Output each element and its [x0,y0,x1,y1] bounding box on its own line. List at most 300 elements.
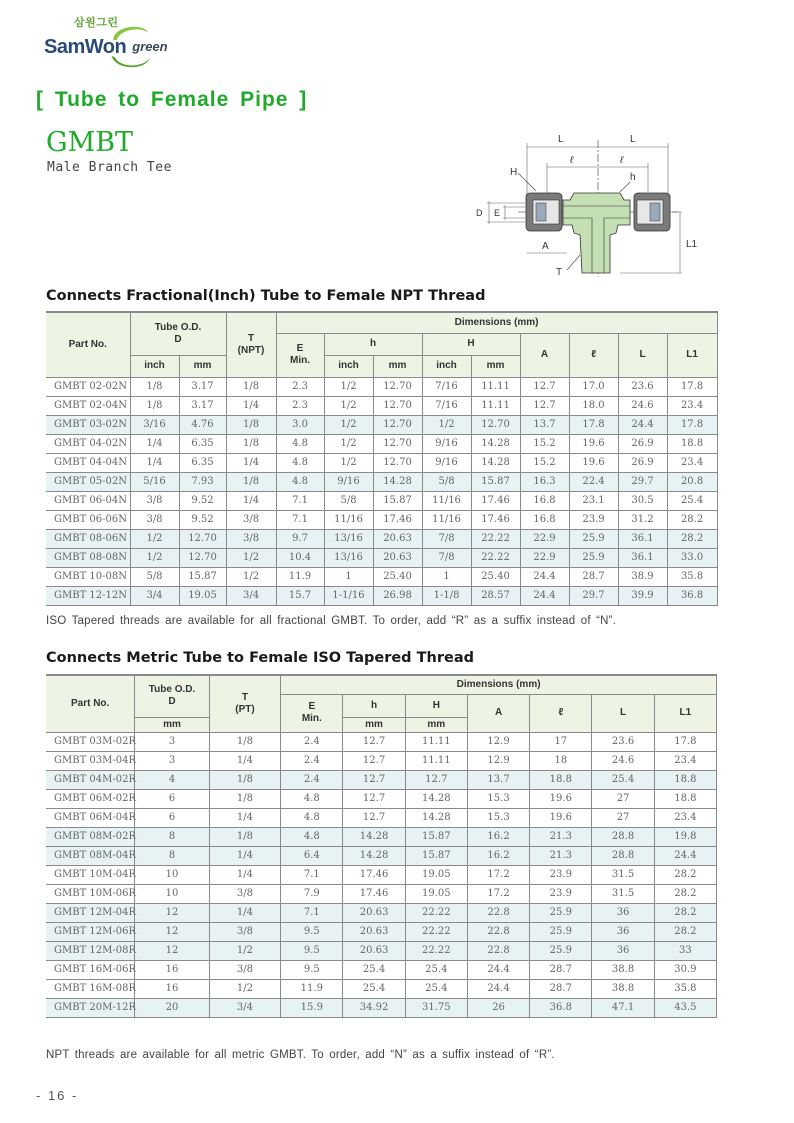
value-cell: 28.2 [654,884,716,903]
value-cell: 9.7 [276,529,324,548]
value-cell: 22.22 [405,903,467,922]
value-cell: 22.22 [405,941,467,960]
value-cell: 1-1/16 [324,586,373,605]
value-cell: 1/2 [324,377,373,396]
value-cell: 3/8 [226,510,276,529]
value-cell: 18.8 [654,789,716,808]
value-cell: 18.0 [569,396,618,415]
value-cell: 25.40 [471,567,520,586]
value-cell: 20.63 [343,903,405,922]
header-a: A [467,694,529,732]
value-cell: 1/8 [209,732,280,751]
value-cell: 6.35 [179,453,226,472]
part-number-cell: GMBT 06-06N [46,510,130,529]
header-od-mm: mm [135,717,209,732]
value-cell: 16 [135,979,209,998]
value-cell: 25.9 [530,922,592,941]
header-e-label: E [308,701,316,712]
value-cell: 29.7 [618,472,667,491]
value-cell: 1/8 [130,377,179,396]
value-cell: 20.63 [343,941,405,960]
header-tube-od [130,312,226,355]
value-cell: 19.8 [654,827,716,846]
value-cell: 7/8 [422,529,471,548]
value-cell: 19.05 [405,865,467,884]
part-number-cell: GMBT 02-02N [46,377,130,396]
header-h-inch: inch [324,355,373,377]
table-row [46,510,717,529]
value-cell: 24.4 [467,979,529,998]
value-cell: 14.28 [343,827,405,846]
value-cell: 1/4 [209,751,280,770]
value-cell: 4.8 [276,434,324,453]
value-cell: 12.9 [467,732,529,751]
value-cell: 4.8 [281,827,343,846]
value-cell: 24.6 [618,396,667,415]
value-cell: 15.87 [179,567,226,586]
value-cell: 7/8 [422,548,471,567]
value-cell: 26.98 [373,586,422,605]
value-cell: 6 [135,808,209,827]
diagram-label-E: E [494,208,501,218]
value-cell: 10.4 [276,548,324,567]
table-row [46,586,717,605]
value-cell: 24.4 [654,846,716,865]
value-cell: 25.4 [343,960,405,979]
header-od-mm: mm [179,355,226,377]
value-cell: 28.2 [654,922,716,941]
value-cell: 33 [654,941,716,960]
value-cell: 22.4 [569,472,618,491]
table-row [46,491,717,510]
value-cell: 35.8 [667,567,717,586]
value-cell: 2.3 [276,396,324,415]
value-cell: 12.70 [179,548,226,567]
value-cell: 22.8 [467,941,529,960]
value-cell: 28.2 [667,529,717,548]
value-cell: 24.4 [520,586,569,605]
value-cell: 17.8 [667,415,717,434]
table-row [46,472,717,491]
fractional-spec-table [46,311,718,606]
value-cell: 25.4 [592,770,654,789]
table1-heading: Connects Fractional(Inch) Tube to Female NPT Thread [46,288,486,304]
section-title: [ Tube to Female Pipe ] [36,88,308,111]
part-number-cell: GMBT 06M-02R [46,789,135,808]
value-cell: 4.8 [281,789,343,808]
value-cell: 15.9 [281,998,343,1017]
value-cell: 7.1 [281,903,343,922]
table-row [46,529,717,548]
value-cell: 23.1 [569,491,618,510]
value-cell: 16.3 [520,472,569,491]
value-cell: 19.05 [179,586,226,605]
value-cell: 7.1 [276,510,324,529]
value-cell: 31.5 [592,865,654,884]
part-number-cell: GMBT 06-04N [46,491,130,510]
part-number-cell: GMBT 03-02N [46,415,130,434]
value-cell: 8 [135,827,209,846]
value-cell: 17.8 [654,732,716,751]
value-cell: 26.9 [618,453,667,472]
value-cell: 9/16 [422,453,471,472]
diagram-label-L1: L1 [686,239,698,250]
value-cell: 18.8 [530,770,592,789]
value-cell: 12 [135,903,209,922]
value-cell: 43.5 [654,998,716,1017]
value-cell: 6.4 [281,846,343,865]
value-cell: 23.9 [530,884,592,903]
header-h-large: H [405,694,467,717]
value-cell: 2.4 [281,770,343,789]
value-cell: 1/8 [226,472,276,491]
value-cell: 28.2 [654,865,716,884]
value-cell: 1/2 [209,941,280,960]
diagram-label-L-left: L [558,134,564,145]
value-cell: 5/16 [130,472,179,491]
header-thread-t-label: T [241,691,249,703]
value-cell: 1/2 [324,453,373,472]
value-cell: 25.9 [569,548,618,567]
value-cell: 31.2 [618,510,667,529]
table2-heading: Connects Metric Tube to Female ISO Tapered Thread [46,650,474,666]
value-cell: 14.28 [373,472,422,491]
value-cell: 10 [135,884,209,903]
value-cell: 25.9 [530,903,592,922]
value-cell: 17.0 [569,377,618,396]
table-row [46,865,717,884]
value-cell: 20.63 [373,529,422,548]
value-cell: 1-1/8 [422,586,471,605]
table-row [46,548,717,567]
value-cell: 38.8 [592,960,654,979]
value-cell: 36.1 [618,529,667,548]
value-cell: 1/8 [209,827,280,846]
header-thread-t-sub: (NPT) [237,344,265,356]
value-cell: 3.0 [276,415,324,434]
table-row [46,377,717,396]
part-number-cell: GMBT 12M-08R [46,941,135,960]
table-row [46,979,717,998]
value-cell: 5/8 [130,567,179,586]
value-cell: 4.8 [281,808,343,827]
header-part-no: Part No. [46,312,130,377]
value-cell: 1 [422,567,471,586]
diagram-label-l-right: ℓ [620,155,624,166]
value-cell: 1/4 [130,434,179,453]
header-L1: L1 [667,333,717,377]
value-cell: 1/4 [209,808,280,827]
header-e-sub: Min. [301,713,322,724]
table-row [46,453,717,472]
value-cell: 11.11 [405,751,467,770]
value-cell: 23.6 [592,732,654,751]
value-cell: 8 [135,846,209,865]
value-cell: 23.9 [569,510,618,529]
value-cell: 11.11 [405,732,467,751]
value-cell: 1 [324,567,373,586]
value-cell: 23.9 [530,865,592,884]
value-cell: 3/8 [209,960,280,979]
value-cell: 36.1 [618,548,667,567]
value-cell: 31.5 [592,884,654,903]
value-cell: 25.4 [667,491,717,510]
value-cell: 22.22 [471,529,520,548]
value-cell: 1/4 [209,846,280,865]
value-cell: 19.05 [405,884,467,903]
value-cell: 7/16 [422,396,471,415]
value-cell: 13/16 [324,548,373,567]
value-cell: 31.75 [405,998,467,1017]
value-cell: 10 [135,865,209,884]
value-cell: 9.52 [179,510,226,529]
value-cell: 5/8 [422,472,471,491]
value-cell: 13.7 [467,770,529,789]
value-cell: 22.9 [520,548,569,567]
value-cell: 15.3 [467,808,529,827]
page-number: - 16 - [36,1088,79,1103]
part-number-cell: GMBT 05-02N [46,472,130,491]
value-cell: 24.4 [467,960,529,979]
value-cell: 36 [592,903,654,922]
value-cell: 23.6 [618,377,667,396]
value-cell: 9.5 [281,960,343,979]
part-number-cell: GMBT 04-04N [46,453,130,472]
value-cell: 9.52 [179,491,226,510]
value-cell: 12.70 [373,453,422,472]
value-cell: 17.2 [467,865,529,884]
value-cell: 17.46 [373,510,422,529]
value-cell: 1/4 [226,453,276,472]
value-cell: 38.9 [618,567,667,586]
table-row [46,789,717,808]
value-cell: 17.46 [343,865,405,884]
value-cell: 22.9 [520,529,569,548]
header-L: L [618,333,667,377]
header-thread-t [226,312,276,377]
value-cell: 12.70 [373,377,422,396]
diagram-label-D: D [476,208,483,218]
value-cell: 12.7 [343,808,405,827]
value-cell: 3/4 [209,998,280,1017]
value-cell: 12.7 [405,770,467,789]
value-cell: 25.9 [569,529,618,548]
value-cell: 12.7 [343,789,405,808]
value-cell: 1/8 [226,415,276,434]
value-cell: 9.5 [281,922,343,941]
table2-note: NPT threads are available for all metric GMBT. To order, add “N” as a suffix instead of “R”. [46,1049,555,1061]
header-tube-od [135,675,209,717]
value-cell: 1/4 [209,865,280,884]
value-cell: 23.4 [654,751,716,770]
table1-note: ISO Tapered threads are available for all fractional GMBT. To order, add “R” as a suffix instead of “N”. [46,615,617,627]
value-cell: 1/8 [209,770,280,789]
value-cell: 13.7 [520,415,569,434]
diagram-label-H: H [510,167,518,178]
table-row [46,941,717,960]
value-cell: 3/8 [209,922,280,941]
header-tube-od-sub: D [174,333,182,345]
value-cell: 12.7 [343,751,405,770]
header-l-script: ℓ [530,694,592,732]
value-cell: 29.7 [569,586,618,605]
value-cell: 11.11 [471,377,520,396]
value-cell: 3/8 [209,884,280,903]
header-e-min [281,694,343,732]
header-tube-od-label: Tube O.D. [154,321,202,333]
value-cell: 28.7 [530,979,592,998]
value-cell: 28.57 [471,586,520,605]
value-cell: 9/16 [324,472,373,491]
value-cell: 17.8 [667,377,717,396]
value-cell: 28.7 [530,960,592,979]
value-cell: 17.46 [471,491,520,510]
value-cell: 36.8 [530,998,592,1017]
value-cell: 1/8 [226,434,276,453]
value-cell: 1/2 [226,567,276,586]
part-number-cell: GMBT 06M-04R [46,808,135,827]
value-cell: 1/2 [130,529,179,548]
value-cell: 3 [135,751,209,770]
value-cell: 3.17 [179,396,226,415]
part-number-cell: GMBT 16M-08R [46,979,135,998]
value-cell: 6 [135,789,209,808]
value-cell: 3/8 [130,510,179,529]
value-cell: 26.9 [618,434,667,453]
part-number-cell: GMBT 12M-04R [46,903,135,922]
value-cell: 1/4 [209,903,280,922]
header-thread-t-label: T [247,332,255,344]
value-cell: 24.6 [592,751,654,770]
value-cell: 16.2 [467,846,529,865]
table-row [46,751,717,770]
value-cell: 3.17 [179,377,226,396]
part-number-cell: GMBT 12M-06R [46,922,135,941]
part-number-cell: GMBT 04-02N [46,434,130,453]
value-cell: 3/4 [130,586,179,605]
header-a: A [520,333,569,377]
value-cell: 15.2 [520,434,569,453]
logo-korean-text: 삼원그린 [74,16,119,29]
value-cell: 36.8 [667,586,717,605]
value-cell: 11/16 [324,510,373,529]
value-cell: 20 [135,998,209,1017]
value-cell: 1/2 [226,548,276,567]
value-cell: 12.7 [520,396,569,415]
value-cell: 26 [467,998,529,1017]
value-cell: 17.46 [471,510,520,529]
header-e-min [276,333,324,377]
value-cell: 16.2 [467,827,529,846]
value-cell: 1/2 [422,415,471,434]
header-L: L [592,694,654,732]
table-row [46,846,717,865]
value-cell: 28.2 [667,510,717,529]
value-cell: 3/8 [226,529,276,548]
table-row [46,827,717,846]
value-cell: 30.5 [618,491,667,510]
part-number-cell: GMBT 16M-06R [46,960,135,979]
part-number-cell: GMBT 08M-02R [46,827,135,846]
diagram-label-l-left: ℓ [570,155,574,166]
value-cell: 36 [592,922,654,941]
value-cell: 17.46 [343,884,405,903]
value-cell: 12 [135,941,209,960]
value-cell: 14.28 [343,846,405,865]
brand-logo [44,16,194,76]
header-H-inch: inch [422,355,471,377]
diagram-label-h: h [630,172,636,183]
value-cell: 28.7 [569,567,618,586]
value-cell: 36 [592,941,654,960]
value-cell: 22.8 [467,903,529,922]
part-number-cell: GMBT 03M-04R [46,751,135,770]
header-L1: L1 [654,694,716,732]
value-cell: 11.9 [281,979,343,998]
value-cell: 38.8 [592,979,654,998]
value-cell: 12.7 [343,732,405,751]
table-row [46,396,717,415]
value-cell: 15.3 [467,789,529,808]
value-cell: 35.8 [654,979,716,998]
part-number-cell: GMBT 10-08N [46,567,130,586]
value-cell: 3 [135,732,209,751]
value-cell: 14.28 [471,434,520,453]
value-cell: 22.22 [405,922,467,941]
value-cell: 6.35 [179,434,226,453]
value-cell: 15.7 [276,586,324,605]
value-cell: 19.6 [569,434,618,453]
table-row [46,998,717,1017]
value-cell: 19.6 [569,453,618,472]
header-h-mm: mm [373,355,422,377]
value-cell: 20.8 [667,472,717,491]
logo-brand-name: SamWon [44,36,127,58]
value-cell: 47.1 [592,998,654,1017]
diagram-label-T: T [556,267,563,278]
value-cell: 12.70 [373,415,422,434]
header-h-small: h [343,694,405,717]
value-cell: 28.8 [592,827,654,846]
value-cell: 2.3 [276,377,324,396]
value-cell: 28.2 [654,903,716,922]
value-cell: 12.7 [520,377,569,396]
table-row [46,960,717,979]
value-cell: 14.28 [471,453,520,472]
value-cell: 4.76 [179,415,226,434]
value-cell: 15.87 [405,846,467,865]
table-row [46,884,717,903]
header-part-no: Part No. [46,675,135,732]
value-cell: 15.87 [405,827,467,846]
value-cell: 24.4 [520,567,569,586]
value-cell: 28.8 [592,846,654,865]
value-cell: 1/2 [324,434,373,453]
value-cell: 15.2 [520,453,569,472]
table-row [46,808,717,827]
value-cell: 1/2 [130,548,179,567]
diagram-label-A: A [542,241,549,252]
value-cell: 2.4 [281,732,343,751]
value-cell: 12.7 [343,770,405,789]
value-cell: 1/8 [209,789,280,808]
value-cell: 23.4 [667,453,717,472]
table-row [46,770,717,789]
value-cell: 16.8 [520,491,569,510]
value-cell: 12.70 [373,396,422,415]
header-h-small: h [324,333,422,355]
part-number-cell: GMBT 12-12N [46,586,130,605]
